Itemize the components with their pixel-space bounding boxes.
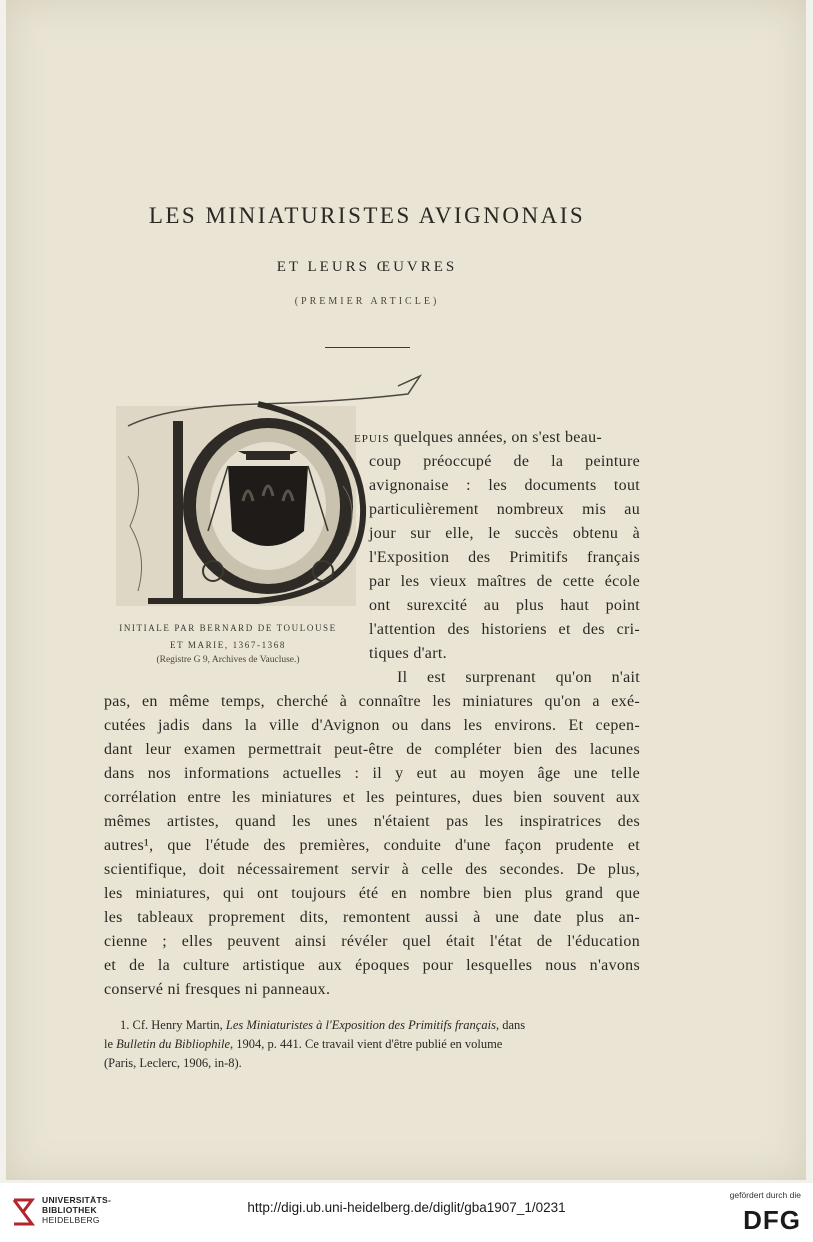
body-line: les tableaux proprement dits, remontent aussi à une date plus an- [104,909,640,926]
body-line: cutées jadis dans la ville d'Avignon ou dans les environs. Et cepen- [104,717,640,734]
body-line: scientifique, doit nécessairement servir à celle des secondes. De plus, [104,861,640,878]
article-label: (PREMIER ARTICLE) [294,296,440,307]
body-line: l'attention des historiens et des cri- [369,621,640,638]
caption-line-2: ET MARIE, 1367-1368 [170,640,286,650]
footer-bar [0,1183,813,1242]
body-line: conservé ni fresques ni panneaux. [104,981,331,998]
body-line: coup préoccupé de la peinture [369,453,640,470]
library-name: UNIVERSITÄTS- BIBLIOTHEK HEIDELBERG [42,1195,112,1225]
body-line: avignonaise : les documents tout [369,477,640,494]
body-line: pas, en même temps, cherché à connaître les miniatures qu'on a exé- [104,693,640,710]
caption-line-1: INITIALE PAR BERNARD DE TOULOUSE [119,623,337,633]
body-line: dans nos informations actuelles : il y eut au moyen âge une telle [104,765,640,782]
body-line: autres¹, que l'étude des premières, conduite d'une façon prudente et [104,837,640,854]
body-line: les miniatures, qui ont toujours été en nombre bien plus grand que [104,885,640,902]
body-line: mêmes artistes, quand les unes n'étaient pas les inspiratrices des [104,813,640,830]
body-line: particulièrement nombreux mis au [369,501,640,518]
body-line: par les vieux maîtres de cette école [369,573,640,590]
body-line: l'Exposition des Primitifs français [369,549,640,566]
dfg-logo: DFG [743,1205,801,1235]
figure-caption [100,620,356,654]
funding-label: gefördert durch die [729,1190,801,1200]
page-title: LES MINIATURISTES AVIGNONAIS [148,203,586,228]
caption-note: (Registre G 9, Archives de Vaucluse.) [156,655,300,665]
body-line: jour sur elle, le succès obtenu à [369,525,640,542]
footnote-line: 1. Cf. Henry Martin, Les Miniaturistes à l'Exposition des Primitifs français, dans [120,1018,526,1032]
body-line: et de la culture artistique aux époques pour lesquelles nous n'avons [104,957,640,974]
body-line: EPUIS quelques années, on s'est beau- [354,429,602,446]
small-caps-start: EPUIS [354,433,390,445]
footnote-line: (Paris, Leclerc, 1906, in-8). [104,1056,242,1070]
footnote-line: le Bulletin du Bibliophile, 1904, p. 441. Ce travail vient d'être publié en volume [104,1037,503,1051]
body-line: tiques d'art. [369,645,447,662]
page-subtitle: ET LEURS ŒUVRES [276,259,458,275]
title-divider [325,347,410,348]
body-line: ont surexcité au plus haut point [369,597,640,614]
body-line: corrélation entre les miniatures et les peintures, dues bien souvent aux [104,789,640,806]
body-line: cienne ; elles peuvent ainsi révéler quel était l'état de l'éducation [104,933,640,950]
body-line: Il est surprenant qu'on n'ait [397,669,640,686]
body-line: dant leur examen permettrait peut-être de compléter bien des lacunes [104,741,640,758]
permalink-url[interactable]: http://digi.ub.uni-heidelberg.de/diglit/gba1907_1/0231 [247,1200,566,1215]
